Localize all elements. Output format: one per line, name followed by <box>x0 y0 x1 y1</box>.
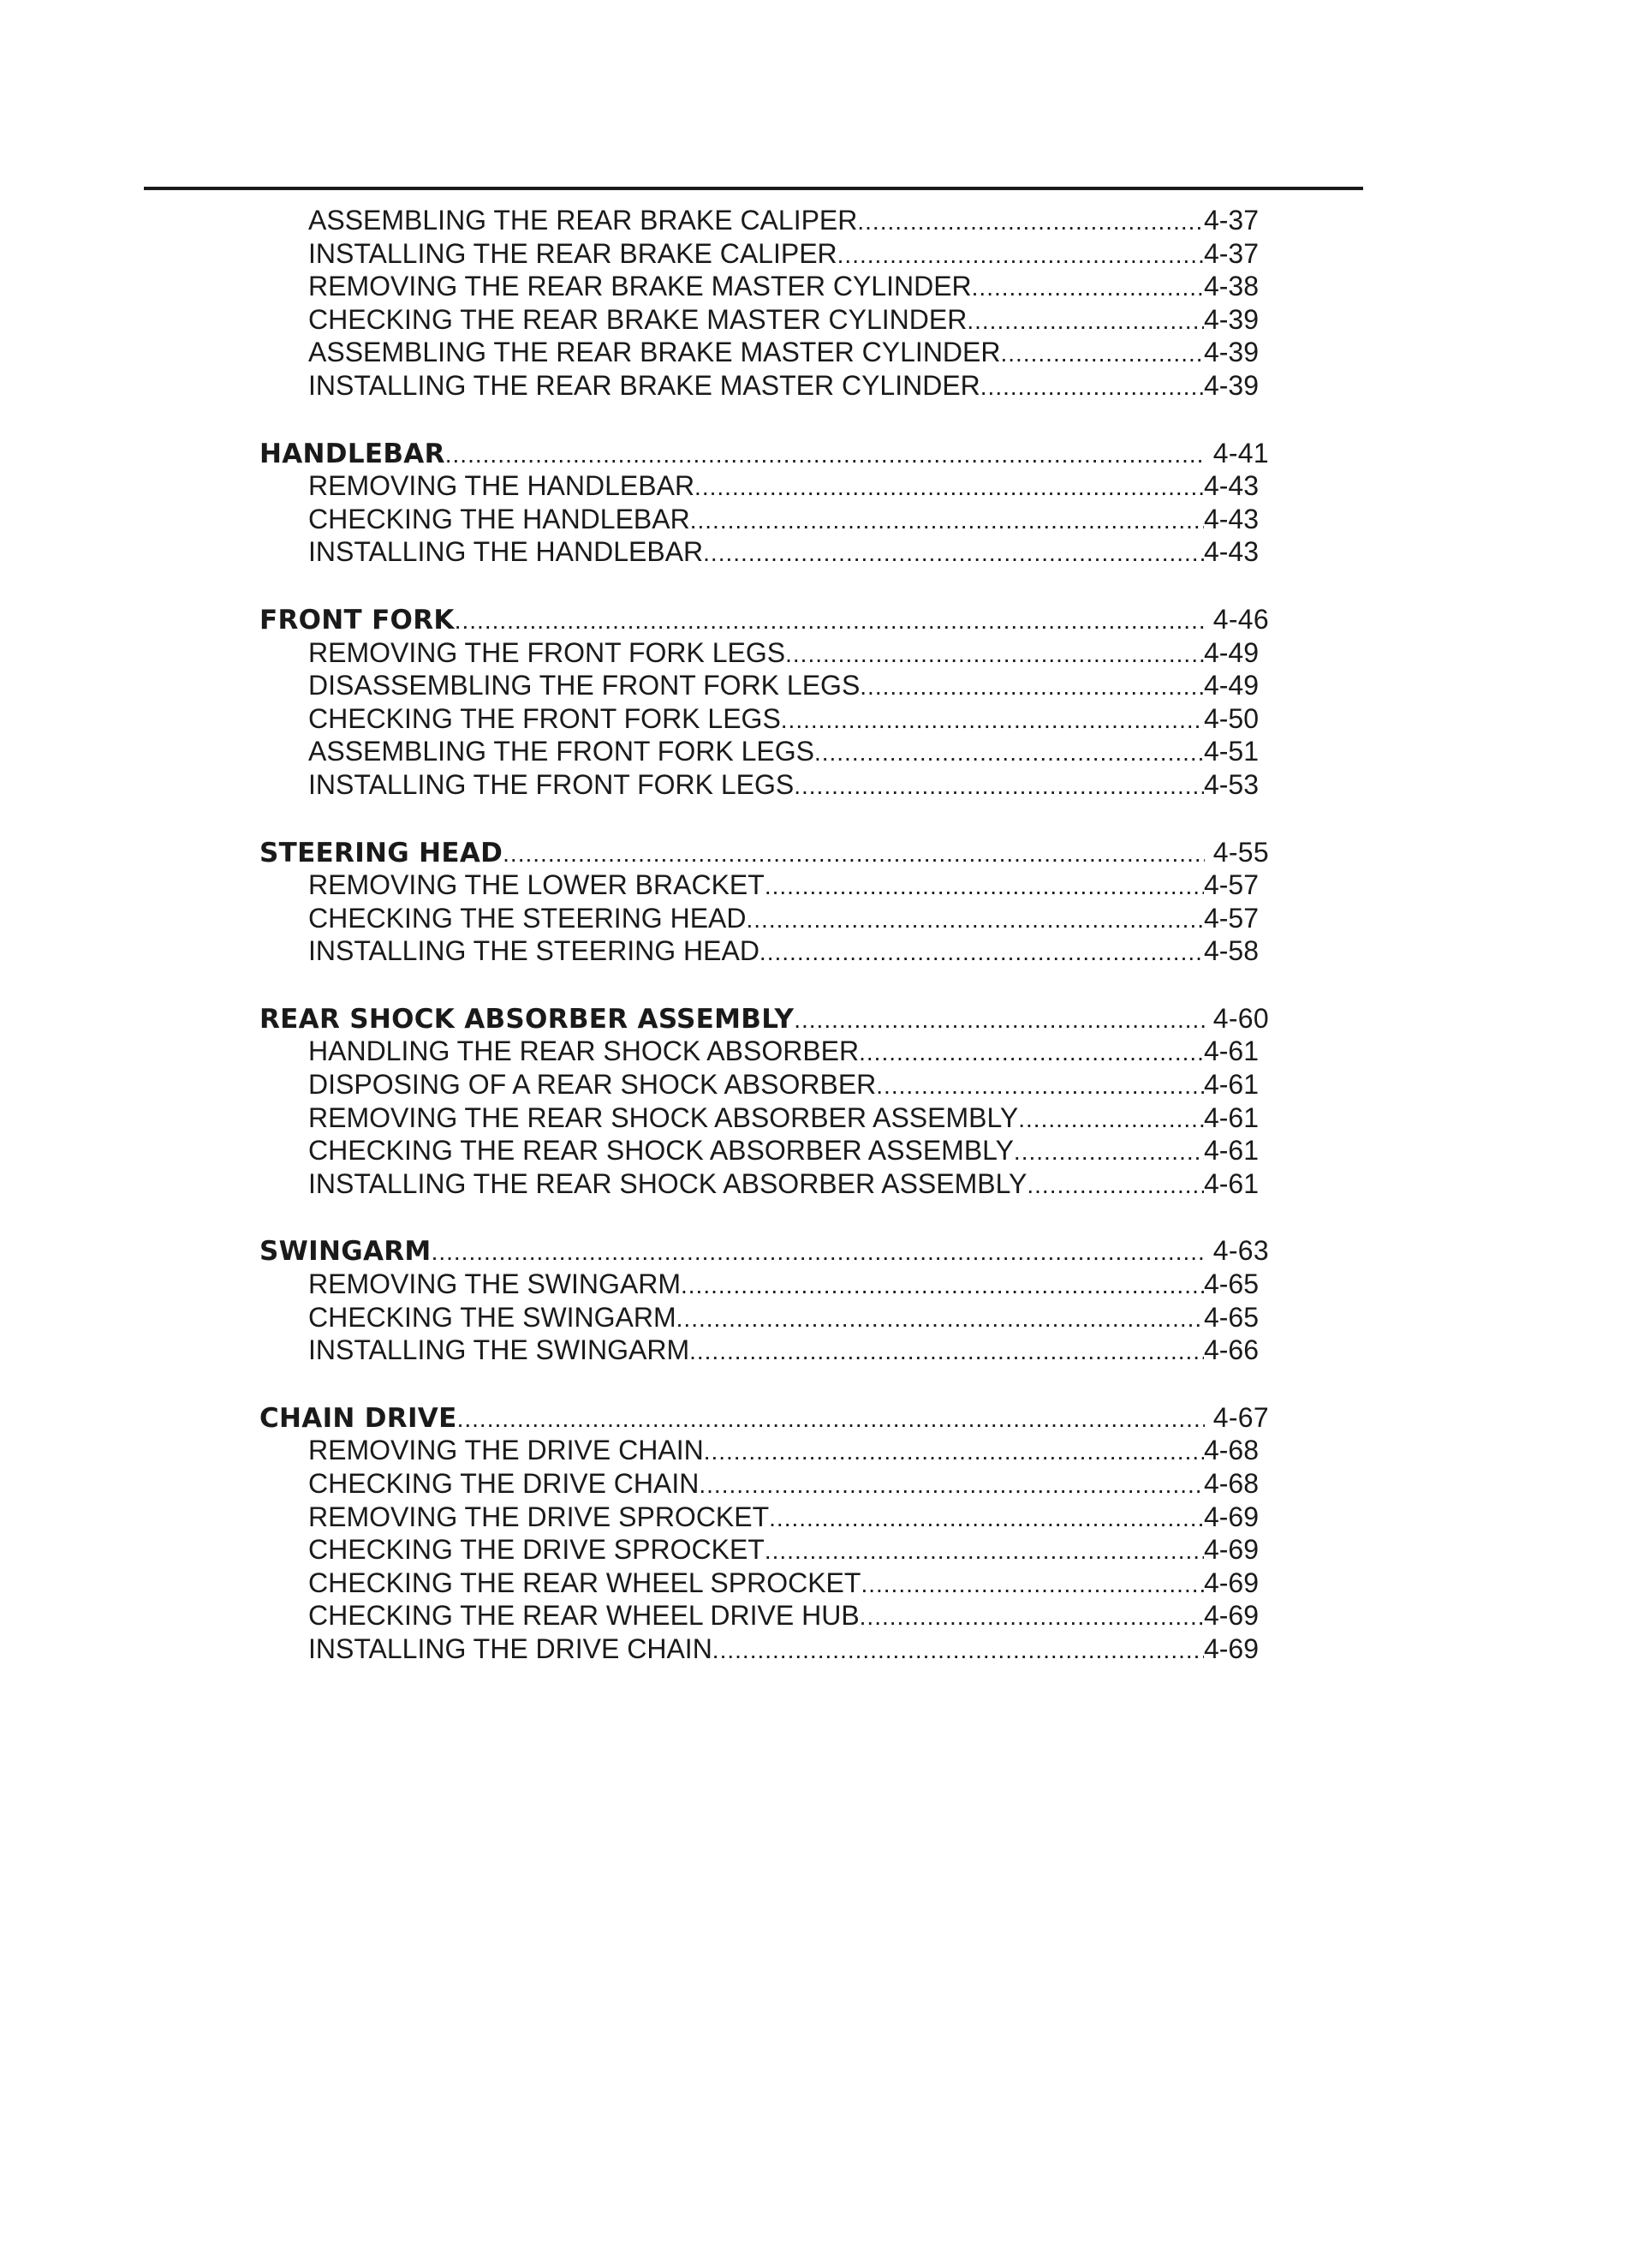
dot-leader <box>1000 337 1203 369</box>
dot-leader <box>785 638 1204 670</box>
toc-section <box>0 1002 1644 1201</box>
toc-entry[interactable] <box>308 1533 1259 1567</box>
dot-leader <box>967 305 1204 337</box>
entry-label: REMOVING THE HANDLEBAR <box>308 470 695 502</box>
page-number: 4-49 <box>1203 636 1259 668</box>
page-number: 4-50 <box>1203 702 1259 734</box>
toc-section-heading[interactable] <box>259 603 1269 636</box>
page-number: 4-69 <box>1203 1534 1259 1566</box>
entry-label: CHECKING THE REAR WHEEL SPROCKET <box>308 1567 861 1598</box>
page-number: 4-49 <box>1203 670 1259 701</box>
page-number: 4-39 <box>1203 303 1259 335</box>
dot-leader <box>860 671 1204 702</box>
entry-label: CHECKING THE STEERING HEAD <box>308 902 747 934</box>
page-number: 4-69 <box>1203 1600 1259 1632</box>
dot-leader <box>765 870 1204 902</box>
page-number: 4-46 <box>1212 603 1269 635</box>
entry-label: INSTALLING THE SWINGARM <box>308 1334 690 1366</box>
entry-label: DISPOSING OF A REAR SHOCK ABSORBER <box>308 1069 877 1101</box>
toc-section-heading[interactable] <box>259 1234 1269 1268</box>
toc-section-heading[interactable] <box>259 1002 1269 1036</box>
dot-leader <box>1014 1136 1204 1167</box>
toc-entry[interactable] <box>308 303 1259 337</box>
entry-label: CHECKING THE DRIVE SPROCKET <box>308 1534 765 1566</box>
toc-entry[interactable] <box>308 1301 1259 1334</box>
toc-entry[interactable] <box>308 535 1259 569</box>
dot-leader <box>712 1634 1204 1666</box>
page-number: 4-57 <box>1203 902 1259 934</box>
page-number: 4-41 <box>1212 437 1269 469</box>
entry-label: INSTALLING THE REAR SHOCK ABSORBER ASSEMBLY <box>308 1167 1028 1199</box>
page-number: 4-66 <box>1203 1334 1259 1366</box>
dot-leader <box>1027 1169 1204 1201</box>
dot-leader <box>794 770 1204 802</box>
table-of-contents <box>0 204 1644 1666</box>
dot-leader <box>445 439 1205 470</box>
page-number: 4-68 <box>1203 1435 1259 1466</box>
toc-entry[interactable] <box>308 1567 1259 1600</box>
page-number: 4-37 <box>1203 237 1259 269</box>
toc-entry[interactable] <box>308 902 1259 935</box>
toc-entry[interactable] <box>308 204 1259 237</box>
entry-label: DISASSEMBLING THE FRONT FORK LEGS <box>308 670 861 701</box>
toc-entry[interactable] <box>308 636 1259 670</box>
dot-leader <box>699 1469 1204 1501</box>
dot-leader <box>980 371 1204 403</box>
dot-leader <box>746 904 1203 935</box>
entry-label: INSTALLING THE DRIVE CHAIN <box>308 1632 712 1664</box>
toc-entry[interactable] <box>308 1467 1259 1501</box>
toc-entry[interactable] <box>308 1268 1259 1301</box>
toc-entry[interactable] <box>308 1035 1259 1068</box>
dot-leader <box>704 1435 1204 1467</box>
toc-section-heading[interactable] <box>259 437 1269 470</box>
toc-entry[interactable] <box>308 1167 1259 1201</box>
entry-label: INSTALLING THE FRONT FORK LEGS <box>308 768 795 800</box>
page-number: 4-55 <box>1212 836 1269 868</box>
dot-leader <box>859 1036 1204 1068</box>
dot-leader <box>455 605 1205 636</box>
entry-label: INSTALLING THE HANDLEBAR <box>308 536 704 568</box>
entry-label: REMOVING THE REAR BRAKE MASTER CYLINDER <box>308 271 972 302</box>
toc-section <box>0 836 1644 968</box>
toc-entry[interactable] <box>308 1068 1259 1101</box>
page-number: 4-43 <box>1203 503 1259 534</box>
section-title: FRONT FORK <box>259 604 455 636</box>
toc-section-heading[interactable] <box>259 1401 1269 1435</box>
page-number: 4-63 <box>1212 1235 1269 1267</box>
entry-label: REMOVING THE DRIVE CHAIN <box>308 1435 704 1466</box>
entry-label: CHECKING THE FRONT FORK LEGS <box>308 702 781 734</box>
entry-label: INSTALLING THE REAR BRAKE CALIPER <box>308 237 837 269</box>
dot-leader <box>837 239 1204 271</box>
dot-leader <box>690 504 1204 536</box>
entry-label: INSTALLING THE STEERING HEAD <box>308 935 759 967</box>
entry-label: REMOVING THE SWINGARM <box>308 1268 681 1300</box>
page-number: 4-60 <box>1212 1002 1269 1034</box>
toc-entry[interactable] <box>308 336 1259 369</box>
toc-section <box>0 603 1644 802</box>
page-number: 4-61 <box>1203 1069 1259 1101</box>
section-spacer <box>0 1367 1644 1401</box>
toc-entry[interactable] <box>308 469 1259 503</box>
page-number: 4-38 <box>1203 271 1259 302</box>
page-number: 4-37 <box>1203 205 1259 236</box>
dot-leader <box>1018 1103 1204 1135</box>
toc-entry[interactable] <box>308 934 1259 968</box>
page-number: 4-69 <box>1203 1632 1259 1664</box>
page-number: 4-69 <box>1203 1567 1259 1598</box>
page-number: 4-39 <box>1203 369 1259 401</box>
section-spacer <box>0 403 1644 437</box>
dot-leader <box>689 1335 1204 1367</box>
toc-entry[interactable] <box>308 369 1259 403</box>
dot-leader <box>814 737 1204 768</box>
toc-entry[interactable] <box>308 1101 1259 1135</box>
page-number: 4-69 <box>1203 1501 1259 1532</box>
dot-leader <box>703 537 1204 569</box>
dot-leader <box>759 936 1204 968</box>
dot-leader <box>861 1568 1204 1600</box>
entry-label: REMOVING THE FRONT FORK LEGS <box>308 636 786 668</box>
page-number: 4-61 <box>1203 1167 1259 1199</box>
dot-leader <box>676 1303 1204 1334</box>
section-title: REAR SHOCK ABSORBER ASSEMBLY <box>259 1003 795 1035</box>
entry-label: CHECKING THE HANDLEBAR <box>308 503 690 534</box>
page-number: 4-68 <box>1203 1468 1259 1499</box>
entry-label: ASSEMBLING THE REAR BRAKE CALIPER <box>308 205 858 236</box>
toc-entry[interactable] <box>308 768 1259 802</box>
section-title: SWINGARM <box>259 1236 432 1268</box>
toc-entry[interactable] <box>308 1134 1259 1167</box>
page-number: 4-53 <box>1203 768 1259 800</box>
page-number: 4-67 <box>1212 1401 1269 1433</box>
dot-leader <box>876 1070 1204 1101</box>
page-number: 4-65 <box>1203 1268 1259 1300</box>
entry-label: INSTALLING THE REAR BRAKE MASTER CYLINDER <box>308 369 980 401</box>
toc-entry[interactable] <box>308 669 1259 702</box>
page-number: 4-61 <box>1203 1036 1259 1067</box>
entry-label: REMOVING THE DRIVE SPROCKET <box>308 1501 770 1532</box>
toc-section <box>0 437 1644 569</box>
page-number: 4-65 <box>1203 1301 1259 1333</box>
dot-leader <box>503 838 1205 869</box>
dot-leader <box>681 1269 1204 1301</box>
toc-entry[interactable] <box>308 1434 1259 1467</box>
toc-entry[interactable] <box>308 1599 1259 1632</box>
page-number: 4-61 <box>1203 1135 1259 1167</box>
dot-leader <box>972 272 1204 303</box>
dot-leader <box>694 471 1204 503</box>
section-spacer <box>0 802 1644 836</box>
entry-label: ASSEMBLING THE REAR BRAKE MASTER CYLINDER <box>308 337 1001 368</box>
dot-leader <box>794 1004 1205 1036</box>
toc-section <box>0 1234 1644 1366</box>
toc-entry[interactable] <box>308 503 1259 536</box>
toc-entry[interactable] <box>308 1334 1259 1367</box>
entry-label: CHECKING THE REAR SHOCK ABSORBER ASSEMBLY <box>308 1135 1014 1167</box>
entry-label: REMOVING THE REAR SHOCK ABSORBER ASSEMBLY <box>308 1101 1019 1133</box>
entry-label: ASSEMBLING THE FRONT FORK LEGS <box>308 736 814 767</box>
section-spacer <box>0 968 1644 1002</box>
section-spacer <box>0 1200 1644 1234</box>
section-spacer <box>0 569 1644 603</box>
toc-entry[interactable] <box>308 702 1259 736</box>
header-rule <box>144 187 1363 190</box>
entry-label: CHECKING THE DRIVE CHAIN <box>308 1468 700 1499</box>
dot-leader <box>857 206 1204 237</box>
section-title: CHAIN DRIVE <box>259 1402 457 1434</box>
toc-entry[interactable] <box>308 1632 1259 1666</box>
dot-leader <box>432 1236 1205 1268</box>
toc-entry[interactable] <box>308 735 1259 768</box>
page-number: 4-61 <box>1203 1101 1259 1133</box>
continued-entries-group <box>0 204 1644 403</box>
page-number: 4-43 <box>1203 470 1259 502</box>
toc-section <box>0 1401 1644 1666</box>
entry-label: CHECKING THE SWINGARM <box>308 1301 676 1333</box>
section-title: HANDLEBAR <box>259 438 445 469</box>
page-number: 4-39 <box>1203 337 1259 368</box>
toc-entry[interactable] <box>308 868 1259 902</box>
page-number: 4-51 <box>1203 736 1259 767</box>
entry-label: REMOVING THE LOWER BRACKET <box>308 869 765 901</box>
page-number: 4-43 <box>1203 536 1259 568</box>
dot-leader <box>457 1403 1205 1435</box>
dot-leader <box>781 704 1204 736</box>
dot-leader <box>860 1601 1204 1632</box>
entry-label: CHECKING THE REAR BRAKE MASTER CYLINDER <box>308 303 968 335</box>
dot-leader <box>765 1535 1204 1567</box>
entry-label: HANDLING THE REAR SHOCK ABSORBER <box>308 1036 860 1067</box>
toc-entry[interactable] <box>308 237 1259 271</box>
toc-entry[interactable] <box>308 270 1259 303</box>
page-number: 4-57 <box>1203 869 1259 901</box>
toc-section-heading[interactable] <box>259 836 1269 869</box>
entry-label: CHECKING THE REAR WHEEL DRIVE HUB <box>308 1600 860 1632</box>
page-number: 4-58 <box>1203 935 1259 967</box>
section-title: STEERING HEAD <box>259 837 503 868</box>
toc-entry[interactable] <box>308 1501 1259 1534</box>
dot-leader <box>769 1502 1204 1534</box>
